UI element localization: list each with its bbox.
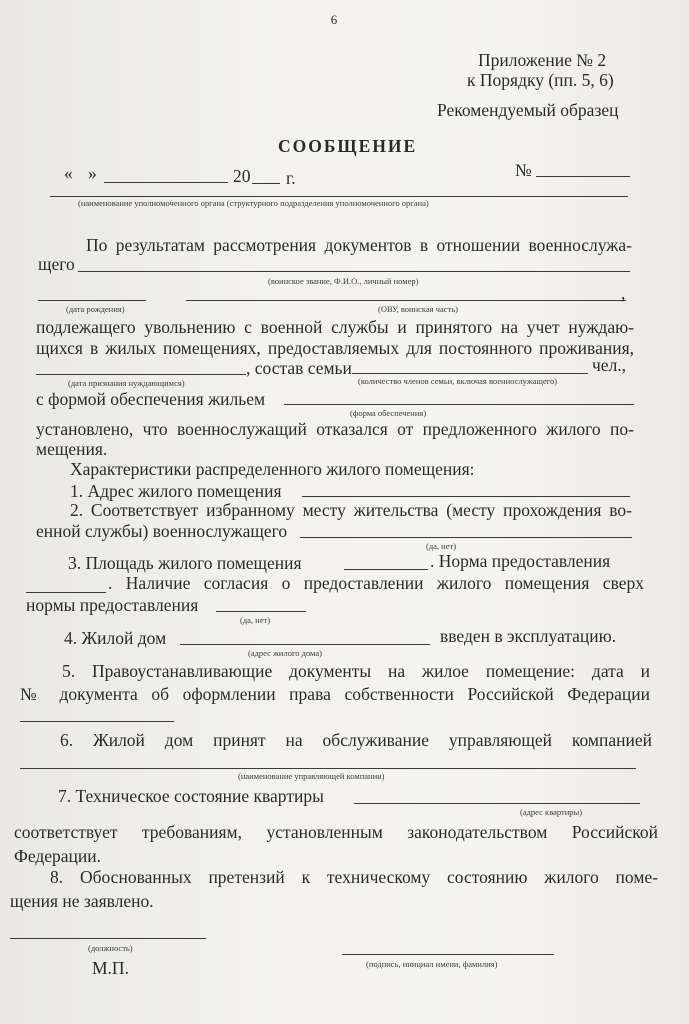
unit-line [186,300,626,301]
refused-line2: мещения. [36,439,108,459]
yes-no-caption-2: (да, нет) [240,615,271,625]
family-label: , состав семьи [246,358,352,378]
quote-close: » [88,163,97,183]
item6-label: 6. Жилой дом принят на обслуживание управляющей компанией [60,730,652,750]
item1-line [302,496,630,497]
family-count-line [352,373,588,374]
p1-line2: щего [38,254,75,274]
stamp-label: М.П. [92,958,129,978]
quote-open: « [64,163,73,183]
p2-line2: щихся в жилых помещениях, предоставляемых для постоянного проживания, [36,338,634,358]
item7-line [354,803,640,804]
item5-line2: № документа об оформлении права собственности Российской Федерации [20,684,650,704]
authority-caption: (наименование уполномоченного органа (структурного подразделения уполномоченного органа) [78,198,429,208]
item4-label: 4. Жилой дом [64,628,167,648]
p1-line1: По результатам рассмотрения документов в отношении военнослужа- [86,235,632,255]
item8-line2: щения не заявлено. [10,891,154,911]
position-line [10,938,206,939]
rank-line [78,271,630,272]
house-address-caption: (адрес жилого дома) [248,648,322,658]
year-suffix: г. [286,168,296,188]
form-caption: (форма обеспечения) [350,408,427,418]
appendix-label: Приложение № 2 [478,50,607,70]
item8-line1: 8. Обоснованных претензий к техническому состоянию жилого поме- [50,867,658,887]
page-number: 6 [330,12,338,27]
recognition-line [36,374,246,375]
characteristics-heading: Характеристики распределенного жилого помещения: [70,459,475,479]
position-caption: (должность) [88,943,133,953]
item4-line [180,644,430,645]
item5-line [20,721,174,722]
company-line [20,768,636,769]
persons-label: чел., [592,355,627,375]
item3-line2: . Наличие согласия о предоставлении жилого помещения сверх [108,573,644,593]
birth-caption: (дата рождения) [66,304,125,314]
form-line [284,404,634,405]
comma: , [621,283,626,303]
item3-area-line [344,569,428,570]
item3-norm-line [26,592,106,593]
rank-caption: (воинское звание, Ф.И.О., личный номер) [268,276,419,286]
item3-consent-line [216,611,306,612]
item3-norm-label: . Норма предоставления [430,551,611,571]
item7-line3: Федерации. [14,846,102,866]
refused-line1: установлено, что военнослужащий отказался от предложенного жилого по- [36,419,634,439]
signature-line [342,954,554,955]
item3-line3: нормы предоставления [26,595,199,615]
item2-answer-line [300,537,632,538]
year-line [252,183,280,184]
item1-label: 1. Адрес жилого помещения [70,481,282,501]
number-line [536,176,630,177]
year-prefix: 20 [233,166,251,186]
number-sign: № [515,160,532,180]
recognition-caption: (дата признания нуждающимся) [68,378,185,388]
order-label: к Порядку (пп. 5, 6) [467,70,614,90]
birth-line [38,300,146,301]
authority-line [50,196,628,197]
item2-line1: 2. Соответствует избранному месту жительства (месту прохождения во- [70,500,632,520]
p2-line1: подлежащего увольнению с военной службы и принятого на учет нуждаю- [36,317,634,337]
yes-no-caption-1: (да, нет) [426,541,457,551]
signature-caption: (подпись, инициал имени, фамилия) [366,959,498,969]
item4-suffix: введен в эксплуатацию. [440,626,617,646]
form-label: с формой обеспечения жильем [36,389,266,409]
unit-caption: (ОВУ, воинская часть) [378,304,458,314]
apartment-caption: (адрес квартиры) [520,807,583,817]
item5-line1: 5. Правоустанавливающие документы на жилое помещение: дата и [62,661,650,681]
item7-label: 7. Техническое состояние квартиры [58,786,324,806]
sample-label: Рекомендуемый образец [437,100,619,120]
item7-line2: соответствует требованиям, установленным законодательством Российской [14,822,658,842]
document-title: СООБЩЕНИЕ [278,136,418,156]
item3-area-label: 3. Площадь жилого помещения [68,553,302,573]
item2-line2: енной службы) военнослужащего [36,521,288,541]
company-caption: (наименование управляющей компании) [238,771,385,781]
family-count-caption: (количество членов семьи, включая военнослужащего) [358,376,558,386]
date-month-line [104,182,228,183]
